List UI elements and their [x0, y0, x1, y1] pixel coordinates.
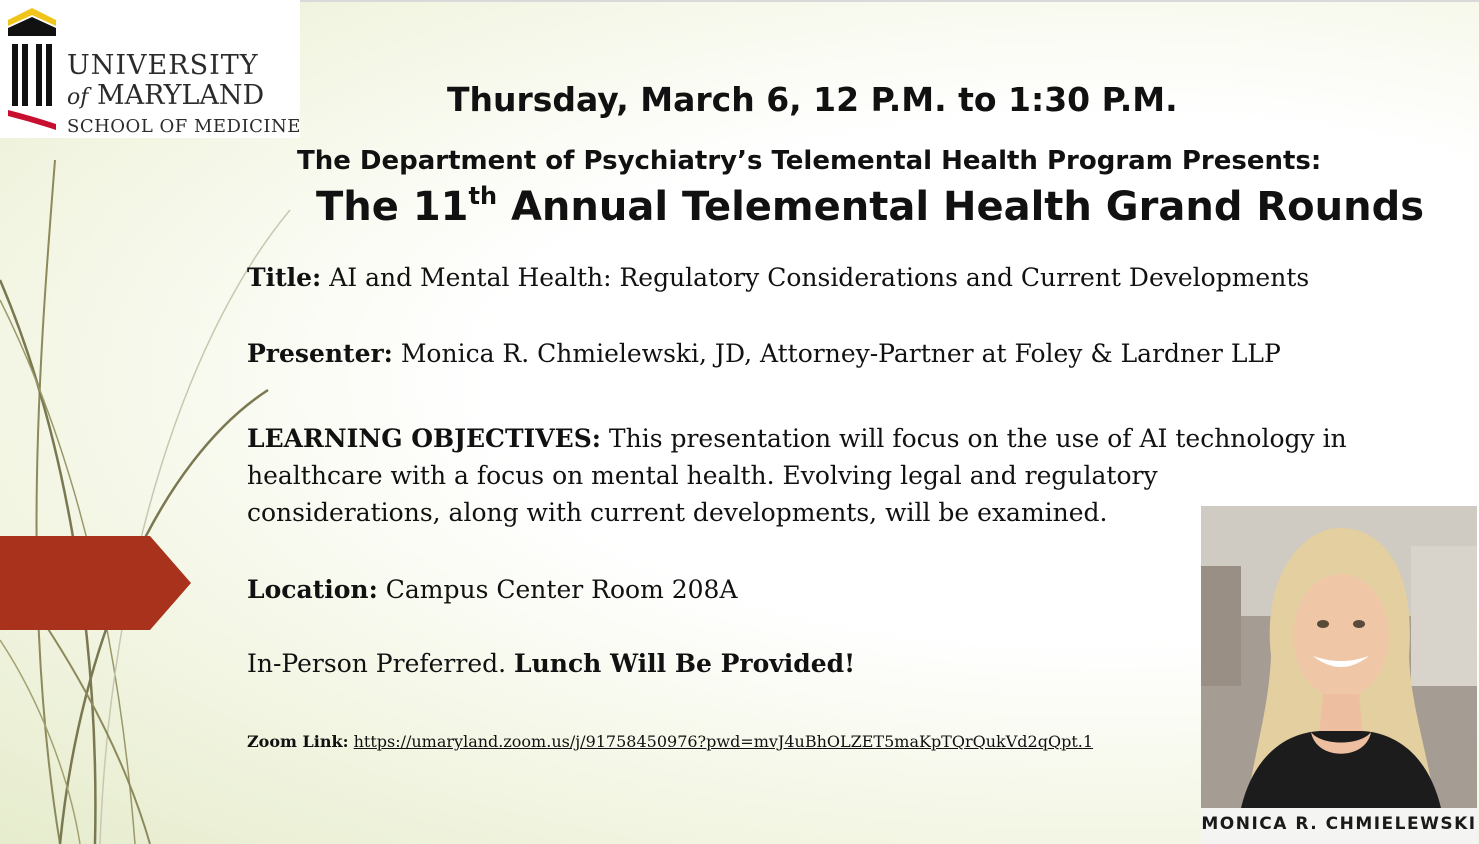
attendance-row: [247, 649, 855, 678]
presenter-value: Monica R. Chmielewski, JD, Attorney-Partner at Foley & Lardner LLP: [392, 339, 1281, 368]
zoom-row: [247, 732, 1093, 751]
dome-emblem-icon: [6, 6, 58, 131]
presenter-label: Presenter:: [247, 339, 393, 368]
department-heading: The Department of Psychiatry’s Telemental Health Program Presents:: [297, 146, 1322, 176]
objectives-label: LEARNING OBJECTIVES:: [247, 424, 601, 453]
logo-line-university: UNIVERSITY: [67, 50, 259, 81]
decorative-curve: [37, 160, 60, 844]
talk-title-label: Title:: [247, 263, 322, 292]
event-title-suffix: Annual Telemental Health Grand Rounds: [497, 184, 1425, 230]
presenter-portrait: [1201, 506, 1477, 808]
location-row: [247, 575, 738, 604]
event-title-ordinal: th: [468, 182, 498, 210]
university-logo: [0, 0, 300, 138]
talk-title-value: AI and Mental Health: Regulatory Considerations and Current Developments: [321, 263, 1310, 292]
zoom-link[interactable]: https://umaryland.zoom.us/j/91758450976?pwd=mvJ4uBhOLZET5maKpTQrQukVd2qQpt.1: [353, 732, 1094, 751]
event-date: Thursday, March 6, 12 P.M. to 1:30 P.M.: [447, 80, 1178, 119]
in-person-note: In-Person Preferred.: [247, 649, 515, 678]
logo-maryland: MARYLAND: [96, 80, 265, 111]
event-title: [316, 182, 1424, 230]
presenter-photo-caption: MONICA R. CHMIELEWSKI: [1201, 808, 1477, 844]
presenter-photo: [1201, 506, 1477, 808]
event-title-prefix: The 11: [316, 184, 469, 230]
presenter-row: [247, 339, 1281, 368]
logo-line-school: SCHOOL OF MEDICINE: [67, 116, 301, 137]
zoom-label: Zoom Link:: [247, 732, 349, 751]
logo-of: of: [67, 85, 89, 110]
objectives-row: [247, 420, 1347, 531]
objectives-value: This presentation will focus on the use of AI technology in healthcare with a focus on mental health. Evolving legal and regulatory considerations, along with current developments, will be examined.: [247, 424, 1347, 527]
lunch-note: Lunch Will Be Provided!: [514, 649, 856, 678]
location-value: Campus Center Room 208A: [377, 575, 738, 604]
talk-title-row: [247, 263, 1309, 292]
location-label: Location:: [247, 575, 378, 604]
logo-line-maryland: [67, 80, 264, 111]
